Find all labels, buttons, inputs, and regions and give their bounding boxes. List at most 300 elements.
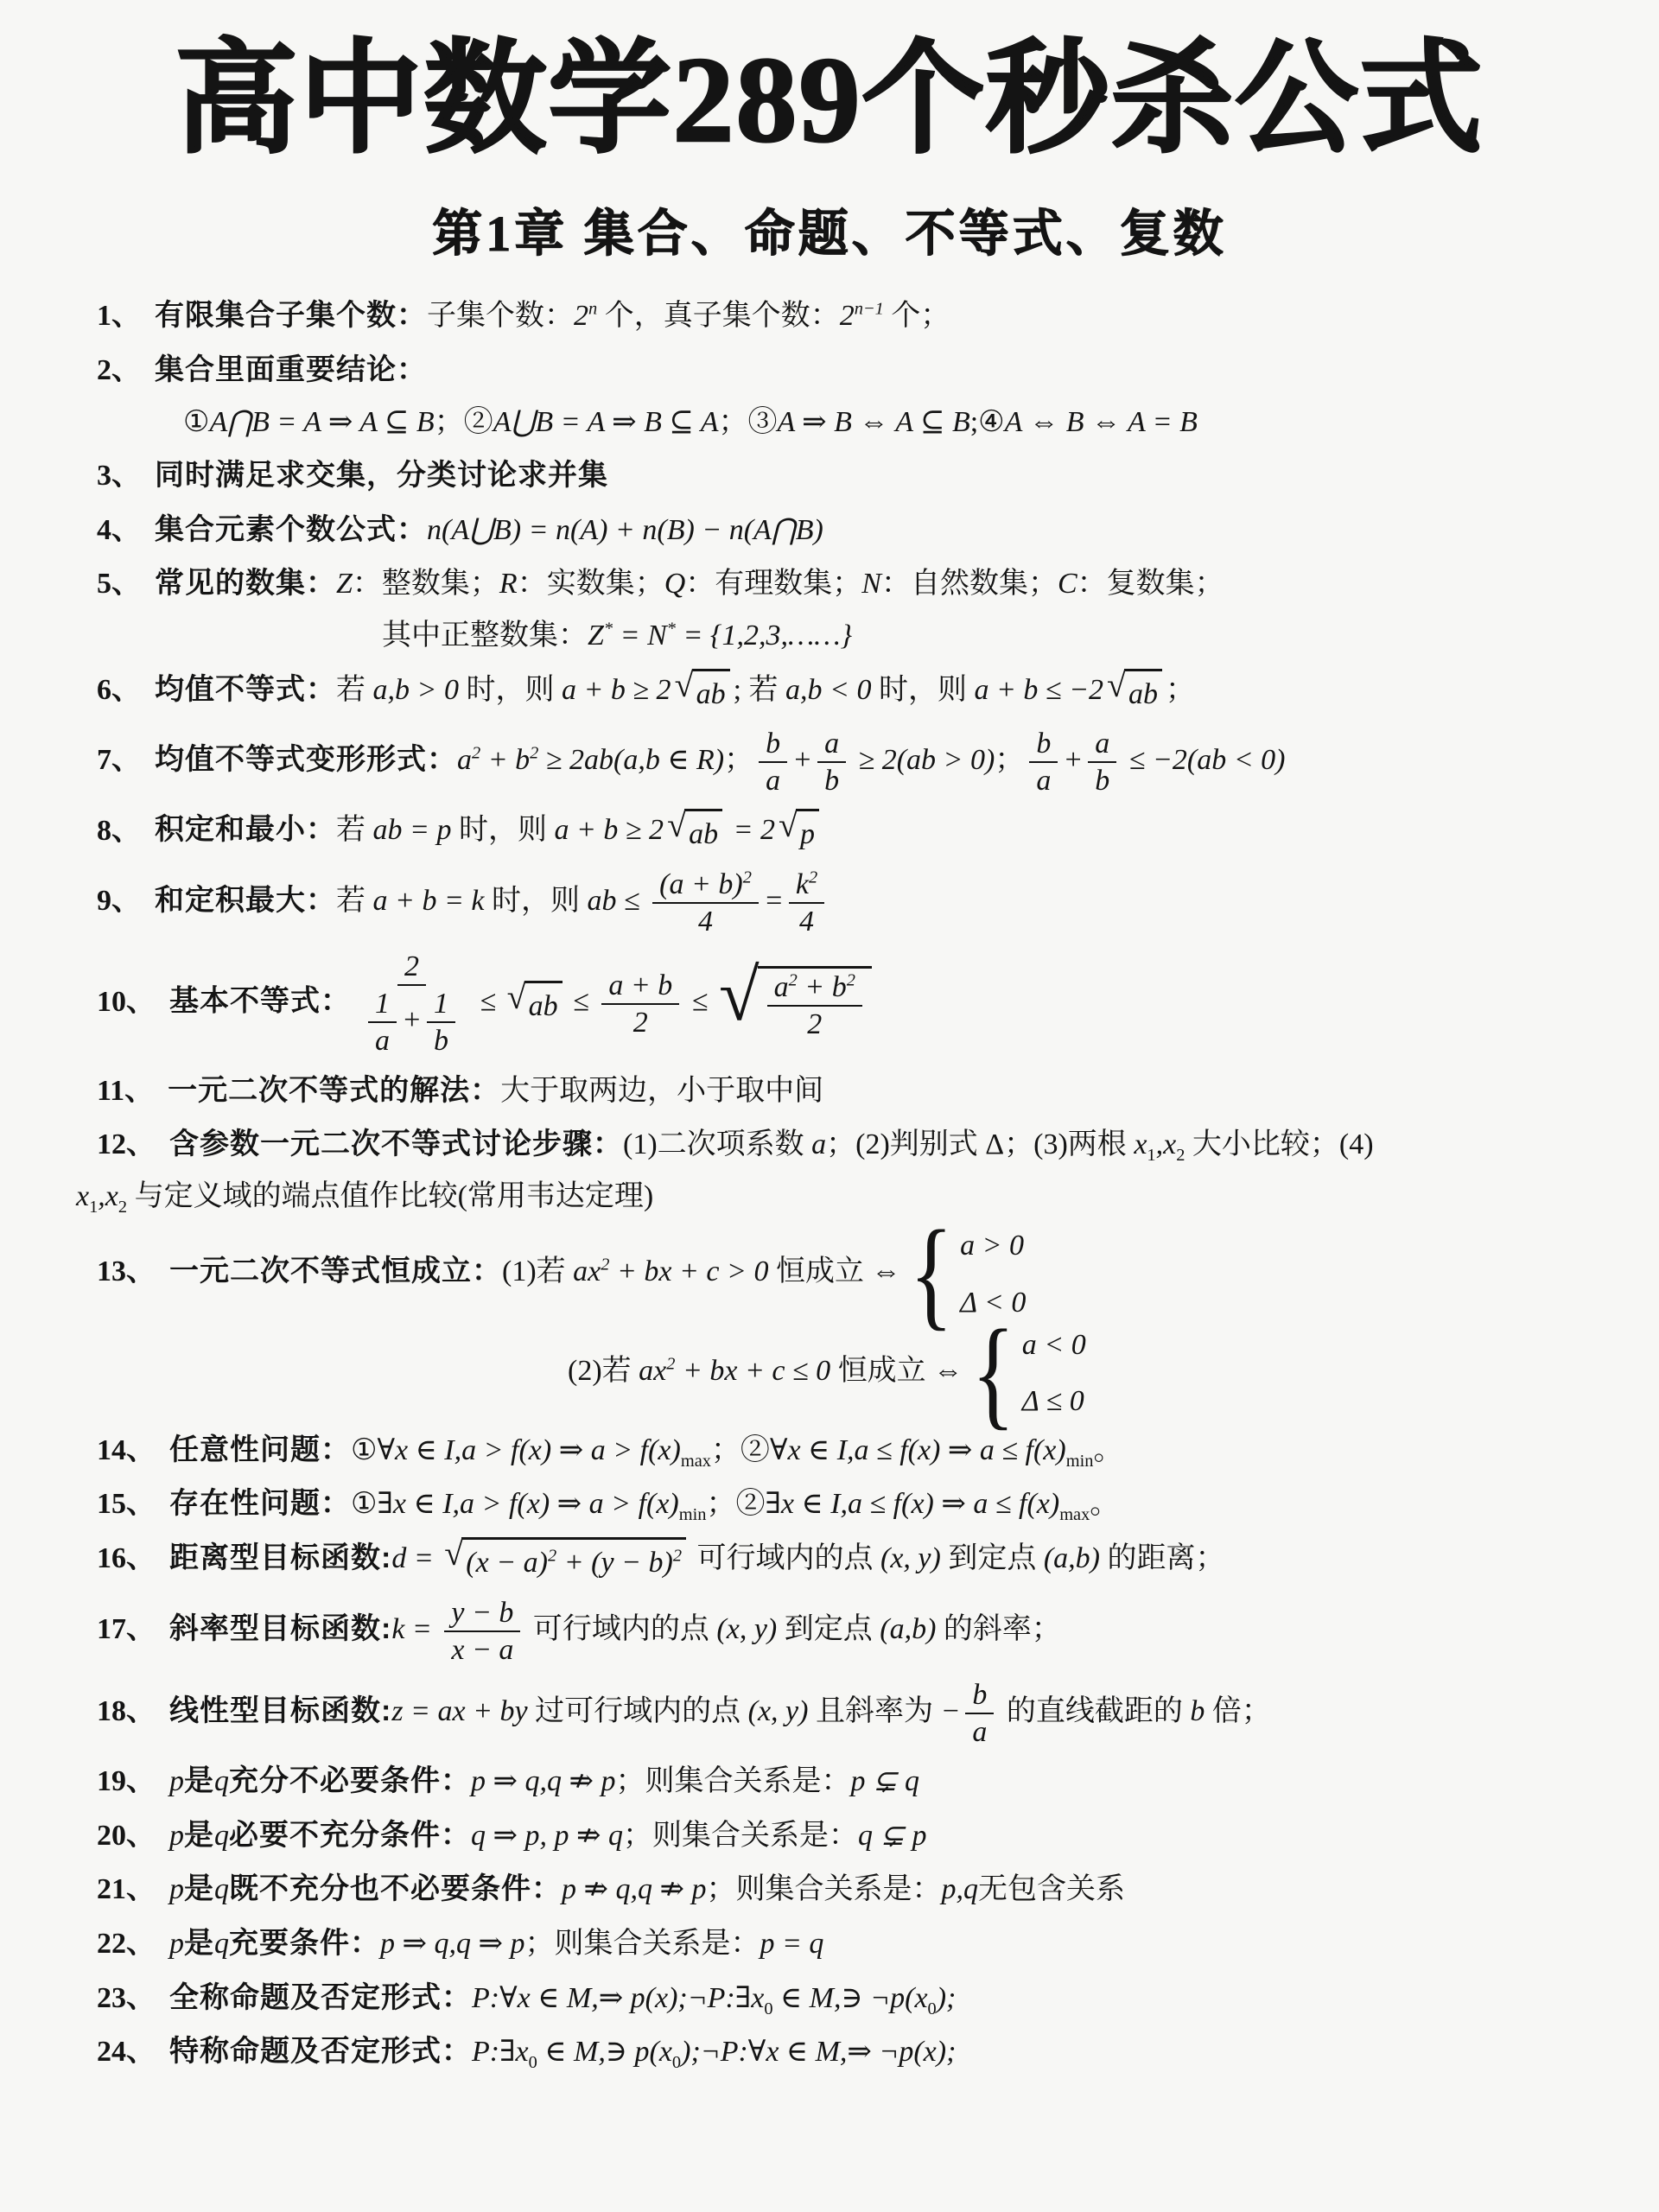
formula-item (97, 1596, 1607, 1667)
item-number: 12、 (97, 1128, 156, 1161)
formula-item (97, 563, 1607, 657)
math-text: ,x (1155, 1128, 1177, 1161)
math-text: (x, y) (716, 1612, 778, 1645)
label-text: 常见的数集： (155, 567, 336, 601)
radicand (524, 981, 563, 1028)
fraction-numerator (368, 987, 397, 1023)
radicand (796, 809, 819, 856)
math-text: x − a (451, 1633, 514, 1666)
formula-line (97, 950, 1607, 1058)
math-text: ab (696, 677, 726, 710)
fraction (965, 1678, 994, 1749)
radical-sign-icon: √ (506, 976, 526, 1016)
item-number: 10、 (97, 985, 156, 1018)
math-text: q (214, 1819, 229, 1852)
fraction-denominator (356, 986, 467, 1058)
label-text: 有限集合子集个数： (155, 299, 427, 333)
plain-text: ；则集合关系是： (622, 1819, 858, 1852)
formula-item (97, 295, 1607, 338)
plain-text: ； (1166, 673, 1196, 706)
math-text: 2 (404, 950, 419, 983)
fraction (356, 950, 467, 1058)
math-text: C (1057, 568, 1077, 601)
fraction-numerator (444, 1596, 520, 1632)
math-text: b (1036, 728, 1052, 760)
math-text: A ⇔ B ⇔ A = B (1004, 405, 1198, 438)
math-text: Q (664, 568, 686, 601)
plain-text: 倍； (1205, 1694, 1271, 1727)
math-text: p (169, 1819, 184, 1852)
label-text: 同时满足求交集，分类讨论求并集 (155, 459, 608, 493)
plain-text: 恒成立 (768, 1255, 872, 1288)
radicand (1124, 669, 1162, 716)
plain-text: 个，真子集个数： (597, 300, 840, 333)
math-text: ab (1128, 677, 1159, 710)
math-text: A⋃B = A ⇒ B ⊆ A (493, 405, 719, 438)
superscript: 2 (809, 868, 818, 887)
math-text: 2 (574, 300, 588, 333)
formula-line (97, 1483, 1607, 1526)
label-text: 和定积最大： (155, 884, 336, 917)
math-text: ax (639, 1354, 667, 1387)
fraction-numerator (767, 970, 862, 1007)
math-text: b (1095, 765, 1110, 798)
radical-sign-icon: √ (718, 955, 760, 1037)
formula-item (97, 727, 1607, 798)
math-text: + b (480, 744, 531, 777)
formula-line (97, 1815, 1607, 1858)
subscript: min (1065, 1451, 1094, 1471)
plain-text: ：实数集； (517, 568, 664, 601)
math-text: p ⇒ q,q ⇒ p (380, 1927, 525, 1960)
item-number: 21、 (97, 1873, 156, 1906)
label-text: 集合里面重要结论： (155, 353, 427, 386)
math-text: ab (689, 818, 719, 851)
plain-text: ；③ (718, 405, 778, 438)
math-text: ,x (98, 1179, 118, 1212)
subscript: 2 (1176, 1146, 1185, 1165)
label-text: 均值不等式变形形式： (155, 743, 457, 777)
formula-item (76, 1123, 1607, 1217)
math-text: ∃x ∈ I,a ≤ f(x) ⇒ a ≤ f(x) (765, 1488, 1060, 1521)
fraction-numerator (1088, 727, 1116, 763)
math-text: 4 (698, 906, 714, 938)
cases-group (971, 1303, 1086, 1440)
math-text: 1 (375, 988, 390, 1020)
math-text: ≥ 2ab(a,b ∈ R) (538, 744, 725, 777)
math-text: ab (528, 989, 558, 1022)
math-text: ≤ (684, 985, 715, 1018)
subscript: 1 (89, 1197, 99, 1217)
plain-text: 若 (336, 885, 373, 917)
label-text: 积定和最小： (155, 813, 336, 847)
item-number: 22、 (97, 1927, 156, 1960)
math-text: q (214, 1765, 229, 1798)
formula-line (97, 1977, 1607, 2020)
plain-text: ；则集合关系是： (706, 1873, 942, 1906)
math-text: a (1036, 765, 1052, 798)
superscript: n (588, 299, 598, 319)
item-number: 18、 (97, 1694, 156, 1727)
fraction (444, 1596, 520, 1667)
label-text: 充分不必要条件： (229, 1764, 471, 1798)
math-text: k = (391, 1612, 440, 1645)
label-text: 一元二次不等式恒成立： (169, 1255, 502, 1288)
plain-text: ；② (710, 1433, 770, 1466)
document-header (0, 0, 1659, 265)
fraction (817, 727, 846, 798)
fraction-numerator (1029, 727, 1058, 763)
label-text: 是 (184, 1764, 214, 1798)
subscript: max (1059, 1505, 1090, 1525)
math-text: b (766, 728, 781, 760)
math-text: + (792, 744, 813, 777)
math-text: + (402, 1004, 422, 1037)
radical (444, 1534, 686, 1585)
math-text: a (375, 1025, 390, 1058)
math-text: A⋂B = A ⇒ A ⊆ B (209, 405, 435, 438)
math-text: P:∀x ∈ M,⇒ p(x);¬P:∃x (472, 1981, 765, 2014)
case-line: a < 0 (1021, 1328, 1086, 1361)
superscript: 2 (666, 1354, 676, 1374)
case-line: Δ ≤ 0 (1021, 1384, 1084, 1417)
radicand (758, 966, 872, 1041)
fraction-denominator (817, 763, 846, 798)
math-text: b (972, 1678, 988, 1711)
formula-item (97, 1815, 1607, 1858)
plain-text: ；则集合关系是： (524, 1927, 760, 1960)
radical (718, 955, 872, 1041)
fraction-denominator (965, 1714, 994, 1749)
math-text: P:∃x (472, 2036, 529, 2069)
plain-text: 大于取两边，小于取中间 (500, 1074, 824, 1107)
math-text: ∈ M,∋ ¬p(x (772, 1981, 928, 2014)
math-text: = N (613, 620, 667, 652)
item-number: 24、 (97, 2036, 156, 2069)
math-text: a + b ≥ 2 (561, 673, 671, 706)
superscript: * (666, 619, 676, 639)
math-text: (x − a) (466, 1547, 548, 1580)
math-text: ≤ (565, 985, 597, 1018)
cases-lines (1022, 1328, 1086, 1418)
superscript: 2 (788, 971, 798, 991)
label-text: 一元二次不等式的解法： (168, 1073, 501, 1107)
fraction-numerator (652, 868, 759, 904)
math-text: q ⇒ p, p ⇏ q (471, 1819, 623, 1852)
fraction (427, 987, 455, 1058)
math-text: ∀x ∈ I,a ≤ f(x) ⇒ a ≤ f(x) (769, 1433, 1066, 1466)
fraction-numerator (817, 727, 846, 763)
math-text: n(A⋃B) = n(A) + n(B) − n(A⋂B) (427, 513, 823, 546)
fraction-denominator (800, 1007, 829, 1041)
fraction-numerator (601, 969, 679, 1005)
math-text: q (214, 1873, 229, 1906)
fraction-numerator (397, 950, 426, 986)
formula-line (97, 868, 1607, 938)
superscript: * (603, 619, 613, 639)
fraction (759, 727, 787, 798)
plain-text: 且斜率为 (808, 1694, 941, 1727)
formula-list (0, 265, 1659, 2074)
fraction-numerator (427, 987, 455, 1023)
math-text: x (76, 1179, 90, 1212)
math-text: b (433, 1025, 448, 1058)
fraction (1088, 727, 1116, 798)
math-text: − (940, 1694, 961, 1727)
formula-line (97, 454, 1607, 498)
label-text: 是 (184, 1872, 214, 1906)
math-text: 1 (433, 988, 448, 1020)
formula-item (97, 1070, 1607, 1113)
math-text: ⇔ (933, 1354, 963, 1387)
plain-text: ：有理数集； (685, 568, 862, 601)
math-text: x (1134, 1128, 1147, 1161)
math-text: ⇔ (871, 1255, 901, 1288)
plain-text: 时，则 (451, 814, 555, 847)
plain-text: 恒成立 (830, 1354, 934, 1387)
superscript: 2 (530, 743, 539, 763)
plain-text: ；则集合关系是： (615, 1765, 851, 1798)
formula-line (97, 2031, 1607, 2074)
radical (674, 664, 730, 716)
plain-text: 的距离； (1100, 1542, 1225, 1575)
fraction (789, 868, 824, 938)
plain-text: 无包含关系 (977, 1873, 1125, 1906)
math-text: a (766, 765, 781, 798)
math-text: p ⇏ q,q ⇏ p (562, 1873, 707, 1906)
math-text: ax (573, 1255, 601, 1288)
formula-item (97, 1977, 1607, 2020)
item-number: 14、 (97, 1433, 156, 1466)
math-text: A ⇒ B ⇔ A ⊆ B (777, 405, 970, 438)
formula-line (97, 1678, 1607, 1749)
item-number: 7、 (97, 744, 141, 777)
math-text: a (972, 1715, 988, 1748)
plain-text: ① (183, 405, 210, 438)
formula-line (97, 563, 1607, 606)
radical-sign-icon: √ (444, 1534, 464, 1573)
superscript: 2 (742, 868, 752, 887)
chapter-heading: 第1章 集合、命题、不等式、复数 (432, 206, 1227, 263)
superscript: 2 (601, 1255, 610, 1275)
math-text: ab = p (372, 814, 452, 847)
math-text: a (1095, 728, 1110, 760)
math-text: N (861, 568, 881, 601)
fraction-numerator (965, 1678, 994, 1714)
math-text: 4 (799, 906, 815, 938)
formula-item (97, 1534, 1607, 1585)
superscript: n−1 (854, 299, 884, 319)
math-text: ∀x ∈ I,a > f(x) ⇒ a > f(x) (377, 1433, 681, 1466)
math-text: ab ≤ (587, 885, 648, 917)
label-text: 充要条件： (229, 1926, 380, 1960)
fraction (652, 868, 759, 938)
item-number: 9、 (97, 885, 141, 917)
label-text: 线性型目标函数: (169, 1694, 392, 1727)
label-text: 是 (184, 1818, 214, 1852)
plain-text: ; 若 (733, 673, 786, 706)
label-text: 特称命题及否定形式： (169, 2035, 472, 2069)
formula-item (97, 1483, 1607, 1526)
fraction (601, 969, 679, 1039)
math-text: p ⇒ q,q ⇏ p (471, 1765, 616, 1798)
item-number: 8、 (97, 814, 141, 847)
formula-item (97, 1205, 1607, 1440)
label-text: 均值不等式： (155, 672, 336, 706)
math-text: a + b = k (372, 885, 485, 917)
radicand (684, 809, 722, 856)
math-text: b (824, 765, 840, 798)
fraction-denominator (759, 763, 787, 798)
formula-item (97, 1678, 1607, 1749)
plain-text: ；② (706, 1488, 766, 1521)
formula-line (76, 1175, 1607, 1218)
plain-text: ① (351, 1488, 378, 1521)
fraction (368, 987, 397, 1058)
math-text: p (169, 1927, 184, 1960)
item-number: 5、 (97, 568, 141, 601)
item-number: 17、 (97, 1612, 156, 1645)
formula-line (97, 1205, 1607, 1342)
formula-line (97, 1923, 1607, 1966)
math-text: ≤ −2(ab < 0) (1122, 744, 1286, 777)
formula-item (97, 454, 1607, 498)
formula-line (183, 401, 1607, 444)
plain-text: ：整数集； (352, 568, 499, 601)
plain-text: ；② (434, 405, 493, 438)
plain-text: ；(2)判别式 Δ；(3)两根 (826, 1128, 1135, 1161)
superscript: 2 (472, 743, 481, 763)
formula-item (97, 509, 1607, 552)
formula-line (97, 1070, 1607, 1113)
radical-sign-icon: √ (674, 664, 694, 704)
plain-text: 时，则 (458, 673, 562, 706)
item-number: 11、 (97, 1074, 155, 1107)
superscript: 2 (846, 971, 855, 991)
label-text: 既不充分也不必要条件： (229, 1872, 562, 1906)
item-number: 3、 (97, 460, 141, 493)
item-number: 20、 (97, 1819, 156, 1852)
document-title: 高中数学289个秒杀公式 (175, 31, 1484, 168)
formula-line (97, 664, 1607, 716)
math-text: (a + b) (659, 868, 743, 901)
fraction-denominator (1029, 763, 1058, 798)
math-text: a + b (608, 969, 673, 1001)
subscript: 0 (927, 1999, 937, 2018)
plain-text: ； (995, 744, 1025, 777)
label-text: 存在性问题： (169, 1487, 351, 1521)
subscript: max (680, 1451, 711, 1471)
formula-line (97, 1596, 1607, 1667)
plain-text: ① (351, 1433, 378, 1466)
label-text: 必要不充分条件： (229, 1818, 471, 1852)
math-text: 2 (807, 1008, 823, 1041)
math-text: ∈ M,∋ p(x (537, 2036, 672, 2069)
math-text: ≥ 2(ab > 0) (851, 744, 995, 777)
math-text: + (1063, 744, 1084, 777)
label-text: 距离型目标函数: (169, 1541, 392, 1575)
math-text: y − b (451, 1596, 514, 1629)
math-text: p (169, 1873, 184, 1906)
radicand (461, 1537, 686, 1585)
plain-text: 与定义域的端点值作比较(常用韦达定理) (127, 1179, 654, 1212)
math-text: d = (391, 1542, 442, 1575)
case-line: a > 0 (960, 1230, 1025, 1262)
math-text: a,b < 0 (785, 673, 872, 706)
fraction-denominator (691, 904, 720, 938)
plain-text: (2)若 (568, 1354, 639, 1387)
plain-text: 的直线截距的 (999, 1694, 1191, 1727)
math-text: Z (336, 568, 353, 601)
math-text: k (795, 868, 809, 901)
math-text: b (1190, 1694, 1205, 1727)
math-text: 2 (839, 300, 855, 333)
formula-line (97, 1429, 1607, 1472)
plain-text: ：自然数集； (880, 568, 1058, 601)
math-text: = {1,2,3,……} (675, 620, 853, 652)
math-text: 2 (632, 1006, 648, 1039)
math-text: (a,b) (880, 1612, 937, 1645)
fraction-denominator (1088, 763, 1116, 798)
formula-line (382, 614, 1607, 658)
fraction-denominator (368, 1023, 397, 1058)
case-line: Δ < 0 (960, 1286, 1027, 1319)
math-text: p = q (760, 1927, 824, 1960)
math-text: p ⊊ q (850, 1765, 919, 1798)
label-text: 是 (184, 1926, 214, 1960)
radicand (692, 669, 730, 716)
plain-text: ;④ (969, 405, 1005, 438)
math-text: a,b > 0 (372, 673, 459, 706)
radical-sign-icon: √ (667, 805, 687, 845)
plain-text: (1)若 (502, 1255, 574, 1288)
plain-text: 时，则 (871, 673, 975, 706)
math-text: + (y − b) (556, 1547, 673, 1580)
plain-text: 到定点 (940, 1542, 1044, 1575)
formula-item (97, 349, 1607, 443)
plain-text: ：复数集； (1077, 568, 1224, 601)
fraction-numerator (759, 727, 787, 763)
plain-text: 其中正整数集： (382, 620, 588, 652)
math-text: + bx + c > 0 (609, 1255, 769, 1288)
plain-text: 可行域内的点 (525, 1612, 717, 1645)
formula-line (97, 349, 1607, 392)
plain-text: 若 (336, 814, 373, 847)
item-number: 15、 (97, 1488, 156, 1521)
formula-item (97, 1868, 1607, 1911)
formula-item (97, 868, 1607, 938)
math-text: p (169, 1765, 184, 1798)
radical (506, 976, 563, 1028)
formula-item (97, 1923, 1607, 1966)
fraction-denominator (427, 1023, 455, 1058)
math-text: ∃x ∈ I,a > f(x) ⇒ a > f(x) (377, 1488, 679, 1521)
label-text: 含参数一元二次不等式讨论步骤： (169, 1128, 623, 1161)
item-number: 16、 (97, 1542, 156, 1575)
subscript: 0 (764, 1999, 773, 2018)
math-text: + b (797, 971, 847, 1004)
math-text: a + b ≥ 2 (554, 814, 664, 847)
label-text: 集合元素个数公式： (155, 512, 427, 546)
plain-text: 时，则 (484, 885, 588, 917)
left-brace-icon: { (971, 1303, 1015, 1440)
formula-line (97, 1534, 1607, 1585)
plain-text: 。 (1093, 1433, 1123, 1466)
formula-line (97, 295, 1607, 338)
formula-item (97, 805, 1607, 856)
item-number: 13、 (97, 1255, 156, 1288)
item-number: 6、 (97, 673, 141, 706)
